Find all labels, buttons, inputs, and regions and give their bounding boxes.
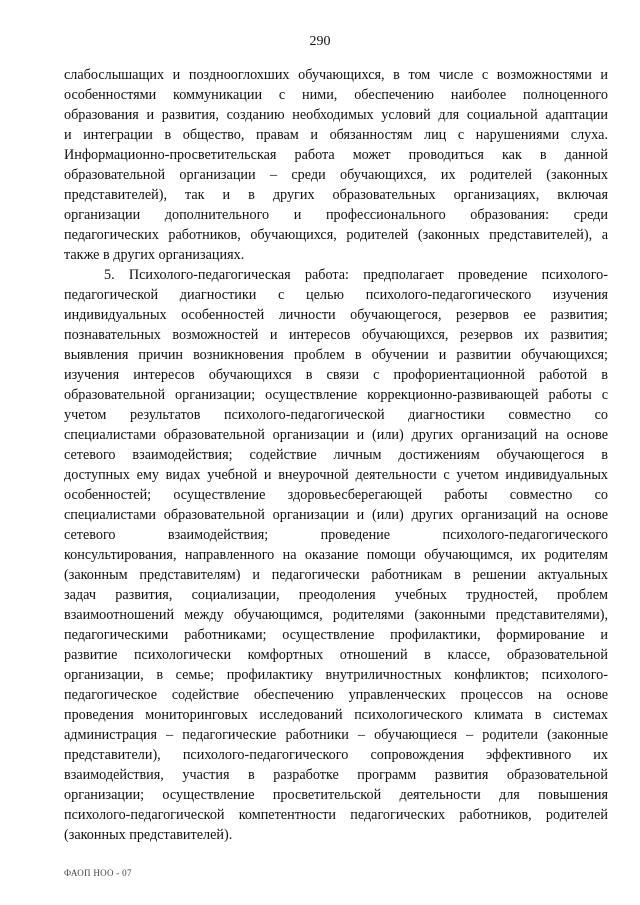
- paragraph-5-first-line: 5. Психолого-педагогическая работа: предполагает проведение психолого-: [104, 267, 608, 283]
- footer-document-code: ФАОП НОО - 07: [64, 868, 132, 878]
- text-line: консультирования, направленного на оказание помощи обучающимся, их родителям: [64, 547, 608, 563]
- text-line: слабослышащих и позднооглохших обучающихся, в том числе с возможностями и: [64, 67, 608, 83]
- page-number: 290: [309, 34, 331, 49]
- text-line: особенностей; осуществление здоровьесберегающей работы совместно со: [64, 487, 608, 503]
- text-line: педагогическими работниками; осуществление профилактики, формирование и: [64, 627, 608, 643]
- text-line: учетом результатов психолого-педагогической диагностики совместно со: [64, 407, 608, 423]
- text-line: специалистами образовательной организации и (или) других организаций на основе: [64, 507, 608, 523]
- text-line: изучения интересов обучающихся в связи с профориентационной работой в: [64, 367, 608, 383]
- text-line: педагогических работников, обучающихся, родителей (законных представителей), а: [64, 227, 608, 243]
- text-line: развитие психологически комфортных отношений в классе, образовательной: [64, 647, 608, 663]
- text-line: сетевого взаимодействия; проведение психолого-педагогического: [64, 527, 608, 543]
- text-line: сетевого взаимодействия; содействие личным достижениям обучающегося в: [64, 447, 608, 463]
- text-line: Информационно-просветительская работа может проводиться как в данной: [64, 147, 608, 163]
- text-line: образовательной организации – среди обучающихся, их родителей (законных: [64, 167, 608, 183]
- text-line: проведения мониторинговых исследований психологического климата в системах: [64, 707, 608, 723]
- text-line: (законным представителям) и педагогически работникам в решении актуальных: [64, 567, 608, 583]
- text-line: педагогическое содействие обеспечению управленческих процессов на основе: [64, 687, 608, 703]
- text-line: администрация – педагогические работники – обучающиеся – родители (законные: [64, 727, 608, 743]
- text-line: специалистами образовательной организации и (или) других организаций на основе: [64, 427, 608, 443]
- text-line: образовательной организации; осуществление коррекционно-развивающей работы с: [64, 387, 608, 403]
- text-line: задач развития, социализации, преодоления учебных трудностей, проблем: [64, 587, 608, 603]
- text-line: также в других организациях.: [64, 247, 245, 263]
- text-line: особенностями коммуникации с ними, обеспечению наиболее полноценного: [64, 87, 608, 103]
- text-line: доступных ему видах учебной и внеурочной деятельности с учетом индивидуальных: [64, 467, 608, 483]
- text-line: педагогической диагностики с целью психолого-педагогического изучения: [64, 287, 608, 303]
- text-line: (законных представителей).: [64, 827, 233, 843]
- text-line: выявления причин возникновения проблем в обучении и развитии обучающихся;: [64, 347, 608, 363]
- text-line: организации, в семье; профилактику внутриличностных конфликтов; психолого-: [64, 667, 608, 683]
- text-line: образования и развития, созданию необходимых условий для социальной адаптации: [64, 107, 608, 123]
- body-text: [64, 65, 608, 845]
- text-line: познавательных возможностей и интересов обучающихся, резервов их развития;: [64, 327, 608, 343]
- text-line: взаимодействия, участия в разработке программ развития образовательной: [64, 767, 608, 783]
- text-line: и интеграции в общество, правам и обязанностям лиц с нарушениями слуха.: [64, 127, 608, 143]
- text-line: взаимоотношений между обучающимся, родителями (законными представителями),: [64, 607, 608, 623]
- text-line: индивидуальных особенностей личности обучающегося, резервов ее развития;: [64, 307, 608, 323]
- text-line: организации; осуществление просветительской деятельности для повышения: [64, 787, 608, 803]
- text-line: психолого-педагогической компетентности педагогических работников, родителей: [64, 807, 608, 823]
- text-line: представителей), так и в других образовательных организациях, включая: [64, 187, 608, 203]
- text-line: организации дополнительного и профессионального образования: среди: [64, 207, 608, 223]
- text-line: представители), психолого-педагогического сопровождения эффективного их: [64, 747, 608, 763]
